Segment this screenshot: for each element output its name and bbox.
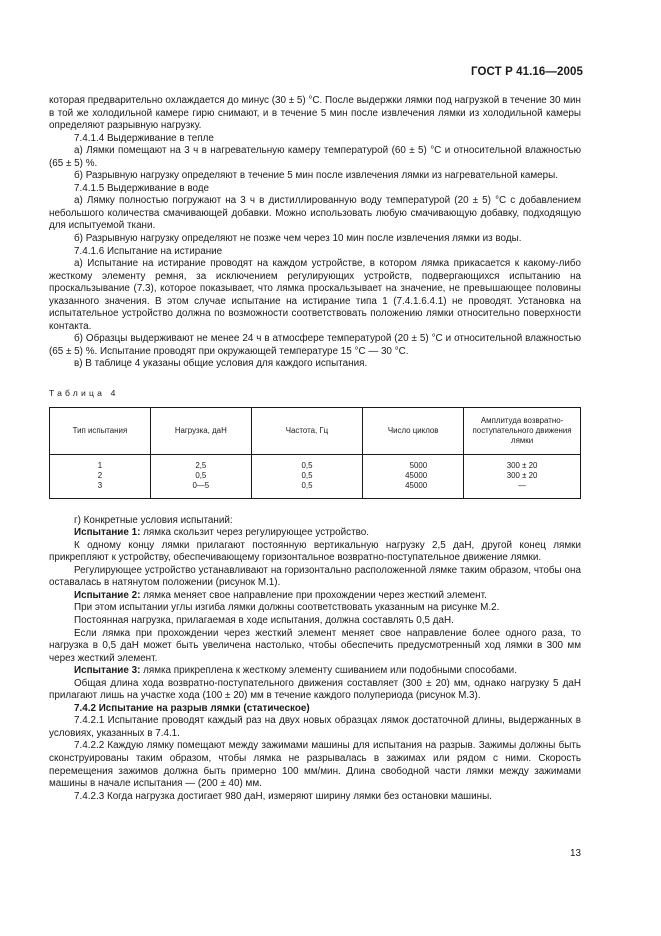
paragraphs-bottom — [49, 515, 581, 804]
table-caption: Таблица 4 — [49, 388, 119, 399]
paragraph — [49, 358, 581, 371]
document-body — [49, 95, 581, 803]
table-4 — [49, 407, 581, 499]
paragraph-text: 7.4.1.6 Испытание на истирание — [74, 245, 223, 257]
table-header-cell: Нагрузка, даН — [150, 407, 251, 454]
paragraph — [49, 590, 581, 603]
paragraph-text: Регулирующее устройство устанавливают на горизонтально расположенной лямке таким образом, чтобы она оставалась в натянутом положении (рисунок М.1). — [49, 564, 581, 589]
paragraph — [49, 258, 581, 333]
paragraph — [49, 145, 581, 170]
paragraph — [49, 602, 581, 615]
paragraph-text: б) Разрывную нагрузку определяют не позже чем через 10 мин после извлечения лямки из воды. — [74, 233, 522, 245]
paragraph-bold-lead: 7.4.2 Испытание на разрыв лямки (статическое) — [74, 702, 310, 714]
paragraph-text: К одному концу лямки прилагают постоянную вертикальную нагрузку 2,5 даН, другой конец лямки прикрепляют к устройству, обеспечивающему горизонтальное возвратно-поступательное движение лямки. — [49, 539, 581, 564]
paragraph-text: При этом испытании углы изгиба лямки должны соответствовать указанным на рисунке М.2. — [74, 602, 500, 614]
paragraph — [49, 246, 581, 259]
paragraph — [49, 170, 581, 183]
paragraph-text: Если лямка при прохождении через жесткий элемент меняет свое направление более одного раза, то нагрузка в 0,5 даН может быть увеличена настолько, чтобы обеспечить предусмотренный ход лямки в 300 мм через жесткий элемент. — [49, 627, 581, 664]
table-cell: 300 ± 20 300 ± 20 — — [464, 454, 581, 498]
paragraph-text: в) В таблице 4 указаны общие условия для каждого испытания. — [74, 358, 368, 370]
paragraph — [49, 615, 581, 628]
paragraphs-top — [49, 95, 581, 371]
paragraph-text: 7.4.2.1 Испытание проводят каждый раз на двух новых образцах лямок достаточной длины, выдержанных в условиях, указанных в 7.4.1. — [49, 715, 581, 739]
paragraph — [49, 740, 581, 790]
paragraph — [49, 791, 581, 804]
table-cell: 0,5 0,5 0,5 — [251, 454, 363, 498]
table-cell: 2,5 0,5 0—5 — [150, 454, 251, 498]
table-header-cell: Число циклов — [363, 407, 464, 454]
paragraph-text: 7.4.2.2 Каждую лямку помещают между зажимами машины для испытания на разрыв. Зажимы должны быть сконструированы таким образом, чтобы лямка не разрывалась в зажимах или рядом с ними. Скорость перемещения зажимов должна быть примерно 100 мм/мин. Длина свободной части лямки между зажимами машины в начале испытания — (200 ± 40) мм. — [49, 740, 581, 790]
table-header-cell: Частота, Гц — [251, 407, 363, 454]
paragraph-bold-lead: Испытание 1: — [74, 527, 141, 539]
paragraph — [49, 565, 581, 590]
paragraph-text: б) Разрывную нагрузку определяют в течение 5 мин после извлечения лямки из нагревательной камеры. — [74, 170, 558, 182]
paragraph-bold-lead: Испытание 2: — [74, 589, 141, 601]
paragraph — [49, 133, 581, 146]
paragraph — [49, 703, 581, 716]
table-cell: 1 2 3 — [50, 454, 151, 498]
paragraph-text: 7.4.1.5 Выдерживание в воде — [74, 182, 209, 194]
table-row — [50, 454, 581, 498]
table-header-cell: Тип испытания — [50, 407, 151, 454]
paragraph — [49, 628, 581, 666]
paragraph — [49, 678, 581, 703]
paragraph-text: которая предварительно охлаждается до минус (30 ± 5) °С. После выдержки лямки под нагрузкой в течение 30 мин в той же холодильной камере гирю снимают, и в течение 5 мин после извлечения лямки из холодильной камеры определяют разрывную нагрузку. — [49, 95, 581, 132]
paragraph-text: лямка скользит через регулирующее устройство. — [140, 527, 369, 539]
paragraph — [49, 333, 581, 358]
page-number: 13 — [570, 848, 581, 859]
paragraph — [49, 95, 581, 133]
paragraph-text: лямка меняет свое направление при прохождении через жесткий элемент. — [140, 589, 487, 601]
paragraph — [49, 183, 581, 196]
table-header-cell: Амплитуда возвратно-поступательного движения лямки — [464, 407, 581, 454]
paragraph — [49, 233, 581, 246]
paragraph — [49, 195, 581, 233]
paragraph — [49, 665, 581, 678]
paragraph-text: 7.4.1.4 Выдерживание в тепле — [74, 132, 214, 144]
paragraph-text: г) Конкретные условия испытаний: — [74, 514, 233, 526]
paragraph-text: Общая длина хода возвратно-поступательного движения составляет (300 ± 20) мм, однако нагрузку 5 даН прилагают лишь на участке хода (100 ± 20) мм в течение каждого полупериода (рисунок М.3). — [49, 677, 581, 702]
paragraph — [49, 515, 581, 528]
paragraph-text: Постоянная нагрузка, прилагаемая в ходе испытания, должна составлять 0,5 даН. — [74, 614, 454, 626]
paragraph-text: а) Лямку полностью погружают на 3 ч в дистиллированную воду температурой (20 ± 5) °С с добавлением небольшого количества смачивающей добавки. Можно использовать любую смачивающую добавку, подходящую для испытуемой ткани. — [49, 195, 581, 232]
paragraph — [49, 715, 581, 740]
paragraph-bold-lead: Испытание 3: — [74, 665, 141, 677]
paragraph-text: 7.4.2.3 Когда нагрузка достигает 980 даН, измеряют ширину лямки без остановки машины. — [74, 790, 492, 802]
paragraph-text: б) Образцы выдерживают не менее 24 ч в атмосфере температурой (20 ± 5) °С и относительной влажностью (65 ± 5) %. Испытание проводят при окружающей температуре 15 °С — 30 °С. — [49, 333, 581, 357]
table-cell: 5000 45000 45000 — [363, 454, 464, 498]
paragraph-text: а) Лямки помещают на 3 ч в нагревательную камеру температурой (60 ± 5) °С и относительной влажностью (65 ± 5) %. — [49, 145, 581, 169]
paragraph-text: а) Испытание на истирание проводят на каждом устройстве, в котором лямка прикасается к какому-либо жесткому элементу ремня, за исключением регулирующих устройств, подвергающихся испытанию на проскальзывание (7.3), которое показывает, что лямка проскальзывает на значение, не превышающее половины указанного значения. В этом случае испытание на истирание типа 1 (7.4.1.6.4.1) не проводят. Установка на испытательное устройство должна по возможности соответствовать положению лямки относительно поверхности контакта. — [49, 258, 581, 332]
document-header: ГОСТ Р 41.16—2005 — [471, 66, 583, 78]
paragraph — [49, 540, 581, 565]
paragraph-text: лямка прикреплена к жесткому элементу сшиванием или подобными способами. — [140, 665, 517, 677]
paragraph — [49, 527, 581, 540]
